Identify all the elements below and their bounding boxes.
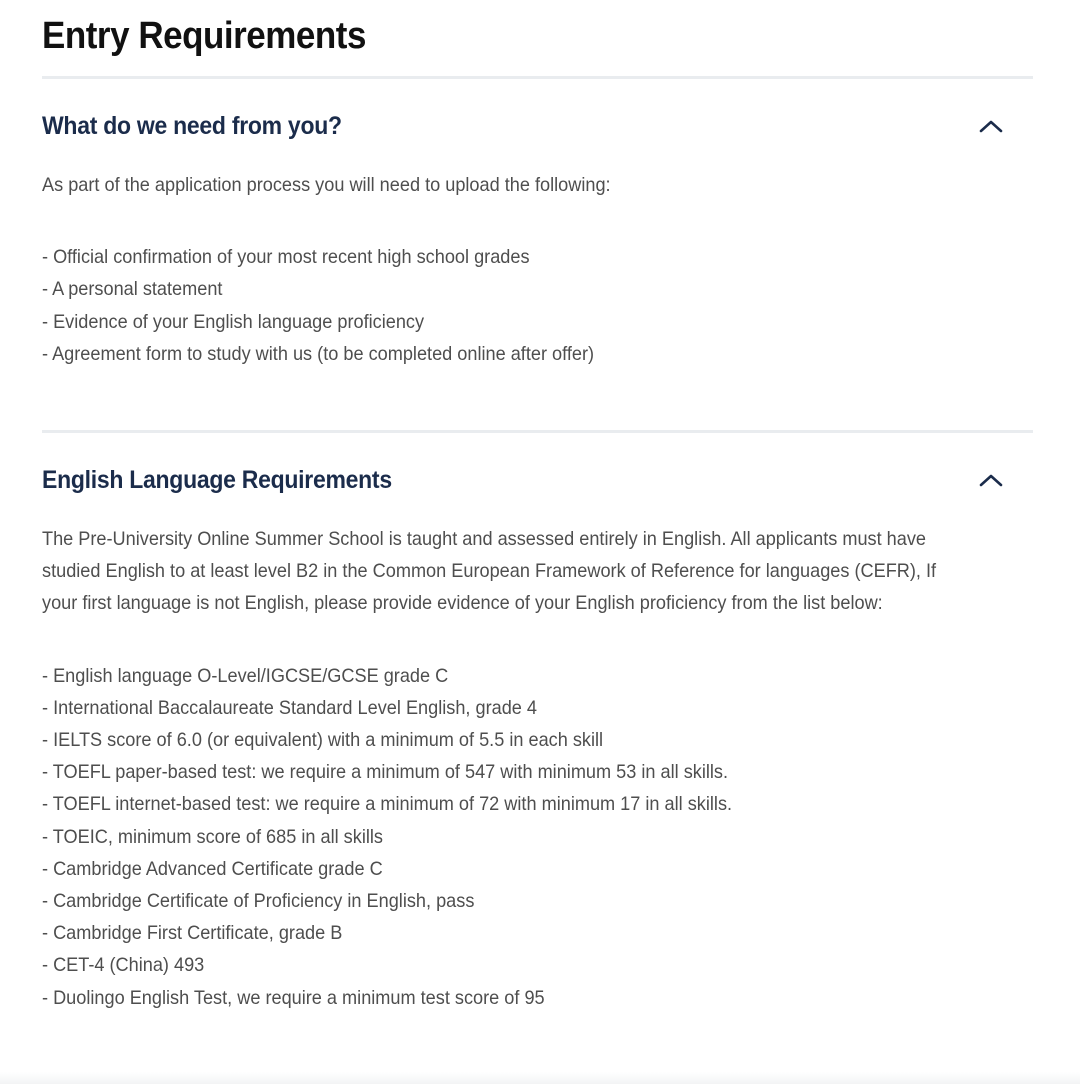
list-item: - Cambridge First Certificate, grade B — [42, 922, 343, 945]
entry-requirements-page — [42, 0, 1033, 1014]
list-item: - Cambridge Advanced Certificate grade C — [42, 857, 383, 880]
section-title: English Language Requirements — [42, 465, 392, 494]
chevron-up-icon[interactable] — [971, 106, 1011, 146]
section-body — [42, 523, 1009, 1014]
list-item: - IELTS score of 6.0 (or equivalent) with a minimum of 5.5 in each skill — [42, 729, 604, 752]
list-item: - Agreement form to study with us (to be completed online after offer) — [42, 342, 595, 365]
section-header-what-we-need[interactable] — [42, 79, 1033, 173]
section-intro: The Pre-University Online Summer School is taught and assessed entirely in English. All applicants must have studied English to at least level B2 in the Common European Framework of Reference for languages (CEFR), If your first language is not English, please provide evidence of your English proficiency from the list below: — [42, 528, 937, 615]
list-item: - International Baccalaureate Standard Level English, grade 4 — [42, 696, 538, 719]
section-intro: As part of the application process you will need to upload the following: — [42, 174, 611, 196]
section-title: What do we need from you? — [42, 111, 342, 140]
list-item: - Evidence of your English language proficiency — [42, 310, 425, 333]
list-item: - TOEFL paper-based test: we require a minimum of 547 with minimum 53 in all skills. — [42, 761, 729, 784]
list-item: - Duolingo English Test, we require a minimum test score of 95 — [42, 986, 545, 1009]
section-what-we-need — [42, 79, 1033, 430]
chevron-up-icon[interactable] — [971, 460, 1011, 500]
requirements-list — [42, 241, 1009, 370]
list-item: - TOEIC, minimum score of 685 in all skills — [42, 825, 383, 848]
section-english-language — [42, 433, 1033, 1014]
list-item: - TOEFL internet-based test: we require a minimum of 72 with minimum 17 in all skills. — [42, 793, 733, 816]
list-item: - English language O-Level/IGCSE/GCSE grade C — [42, 664, 449, 687]
section-body — [42, 169, 1009, 370]
bottom-fade — [0, 1072, 1080, 1084]
list-item: - CET-4 (China) 493 — [42, 954, 205, 977]
list-item: - Official confirmation of your most recent high school grades — [42, 246, 530, 269]
list-item: - Cambridge Certificate of Proficiency in English, pass — [42, 890, 475, 913]
page-title: Entry Requirements — [42, 15, 366, 57]
english-proficiency-list — [42, 660, 1009, 1014]
section-header-english-language[interactable] — [42, 433, 1033, 527]
list-item: - A personal statement — [42, 278, 223, 301]
